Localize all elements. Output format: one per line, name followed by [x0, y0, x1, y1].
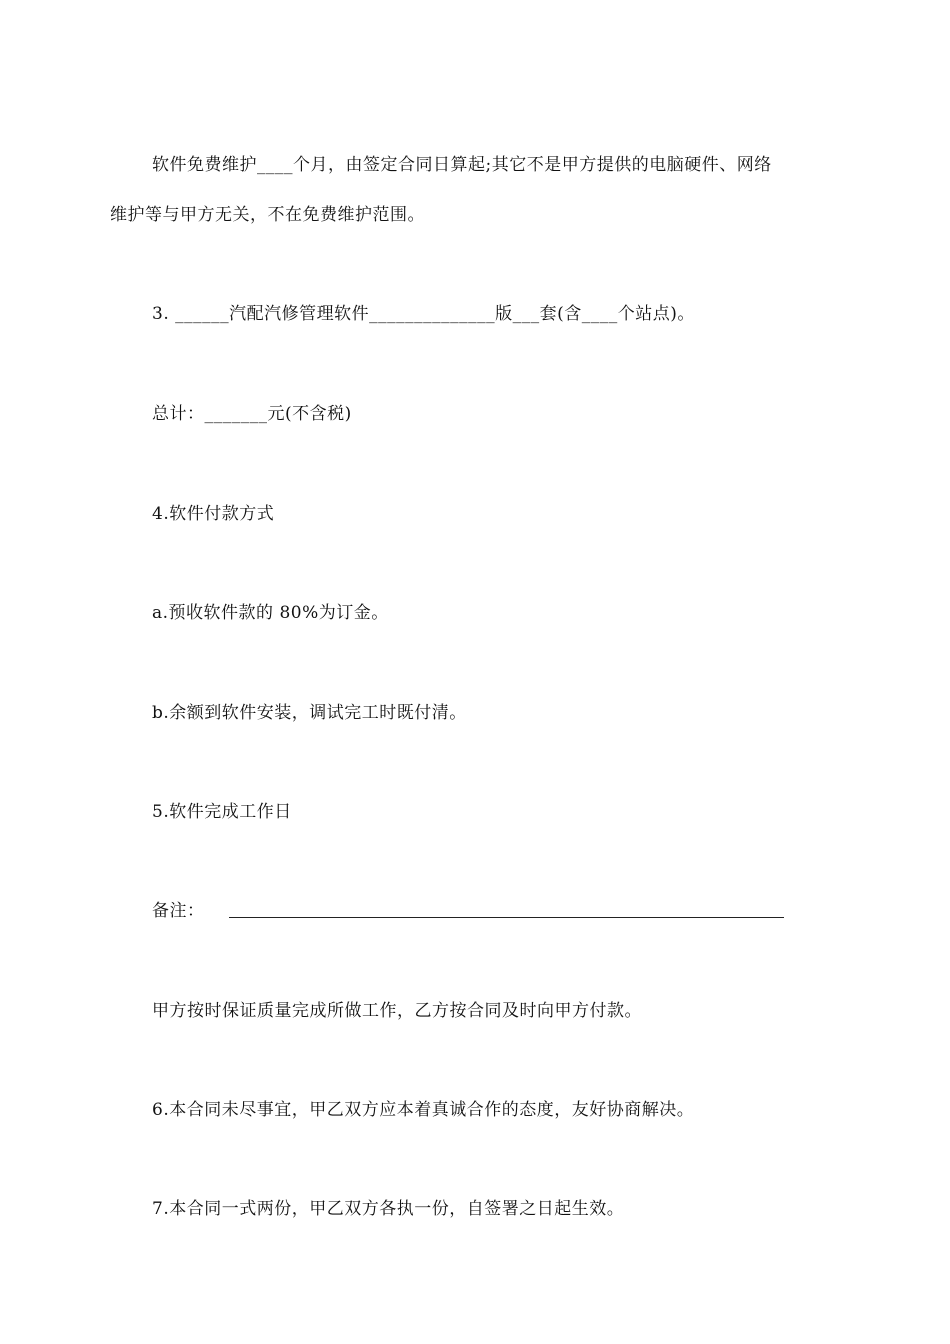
clause-3-software-order: 3. ______汽配汽修管理软件______________版___套(含____个站点)。: [152, 304, 695, 324]
maintenance-paragraph-line-2: 维护等与甲方无关，不在免费维护范围。: [110, 205, 425, 225]
clause-6-unresolved-matters: 6.本合同未尽事宜，甲乙双方应本着真诚合作的态度，友好协商解决。: [152, 1100, 695, 1120]
clause-4b-balance: b.余额到软件安装，调试完工时既付清。: [152, 703, 467, 723]
clause-7-effectiveness: 7.本合同一式两份，甲乙双方各执一份，自签署之日起生效。: [152, 1199, 625, 1219]
clause-5-completion-days: 5.软件完成工作日: [152, 802, 292, 822]
maintenance-paragraph-line-1: 软件免费维护____个月，由签定合同日算起;其它不是甲方提供的电脑硬件、网络: [152, 155, 772, 175]
remark-blank-line: [229, 917, 784, 918]
total-price-line: 总计：_______元(不含税): [152, 404, 352, 424]
clause-4a-deposit: a.预收软件款的 80%为订金。: [152, 603, 389, 623]
remark-label: 备注：: [152, 901, 205, 921]
obligation-paragraph: 甲方按时保证质量完成所做工作，乙方按合同及时向甲方付款。: [152, 1001, 642, 1021]
clause-4-payment-heading: 4.软件付款方式: [152, 504, 275, 524]
